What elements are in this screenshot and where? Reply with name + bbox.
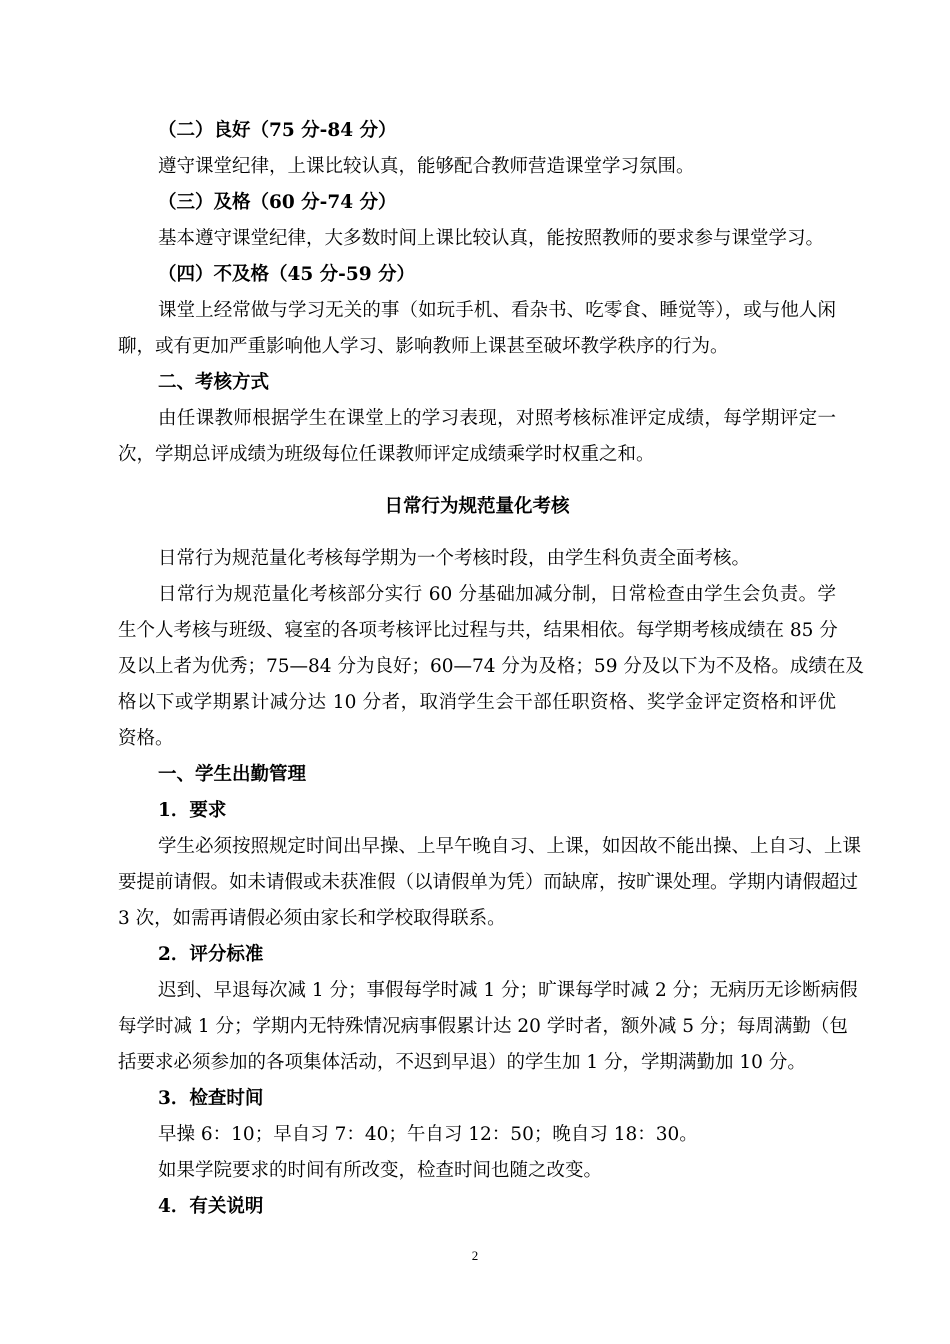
paragraph-requirements-line-1: 学生必须按照规定时间出早操、上早午晚自习、上课，如因故不能出操、上自习、上课 — [158, 836, 862, 857]
heading-requirements: 1．要求 — [158, 800, 227, 821]
heading-assessment-method: 二、考核方式 — [158, 372, 270, 393]
paragraph-check-times: 早操 6：10；早自习 7：40；午自习 12：50；晚自习 18：30。 — [158, 1124, 698, 1145]
heading-good: （二）良好（75 分-84 分） — [158, 120, 397, 141]
paragraph-intro: 日常行为规范量化考核每学期为一个考核时段，由学生科负责全面考核。 — [158, 548, 751, 569]
paragraph-method-line-2: 次，学期总评成绩为班级每位任课教师评定成绩乘学时权重之和。 — [118, 444, 655, 465]
paragraph-fail-line-2: 聊，或有更加严重影响他人学习、影响教师上课甚至破坏教学秩序的行为。 — [118, 336, 729, 357]
heading-scoring-standard: 2．评分标准 — [158, 944, 264, 965]
paragraph-method-line-1: 由任课教师根据学生在课堂上的学习表现，对照考核标准评定成绩，每学期评定一 — [158, 408, 836, 429]
paragraph-scoring-line-3: 及以上者为优秀；75—84 分为良好；60—74 分为及格；59 分及以下为不及格。成绩在及 — [118, 656, 864, 677]
paragraph-standard-line-1: 迟到、早退每次减 1 分；事假每学时减 1 分；旷课每学时减 2 分；无病历无诊断病假 — [158, 980, 858, 1001]
paragraph-standard-line-3: 括要求必须参加的各项集体活动，不迟到早退）的学生加 1 分，学期满勤加 10 分。 — [118, 1052, 806, 1073]
paragraph-scoring-line-4: 格以下或学期累计减分达 10 分者，取消学生会干部任职资格、奖学金评定资格和评优 — [118, 692, 836, 713]
paragraph-time-change: 如果学院要求的时间有所改变，检查时间也随之改变。 — [158, 1160, 603, 1181]
paragraph-scoring-line-2: 生个人考核与班级、寝室的各项考核评比过程与共，结果相依。每学期考核成绩在 85 分 — [118, 620, 838, 641]
paragraph-requirements-line-3: 3 次，如需再请假必须由家长和学校取得联系。 — [118, 908, 506, 929]
heading-notes: 4．有关说明 — [158, 1196, 264, 1217]
paragraph-fail-line-1: 课堂上经常做与学习无关的事（如玩手机、看杂书、吃零食、睡觉等），或与他人闲 — [158, 300, 836, 321]
paragraph-requirements-line-2: 要提前请假。如未请假或未获准假（以请假单为凭）而缺席，按旷课处理。学期内请假超过 — [118, 872, 859, 893]
paragraph-scoring-line-5: 资格。 — [118, 728, 174, 749]
paragraph-good: 遵守课堂纪律，上课比较认真，能够配合教师营造课堂学习氛围。 — [158, 156, 695, 177]
heading-fail: （四）不及格（45 分-59 分） — [158, 264, 416, 285]
heading-check-time: 3．检查时间 — [158, 1088, 264, 1109]
page-number: 2 — [471, 1248, 479, 1263]
paragraph-pass: 基本遵守课堂纪律，大多数时间上课比较认真，能按照教师的要求参与课堂学习。 — [158, 228, 825, 249]
heading-pass: （三）及格（60 分-74 分） — [158, 192, 397, 213]
page-content — [118, 113, 864, 1225]
paragraph-standard-line-2: 每学时减 1 分；学期内无特殊情况病事假累计达 20 学时者，额外减 5 分；每周满勤（包 — [118, 1016, 848, 1037]
section-title: 日常行为规范量化考核 — [384, 496, 570, 517]
heading-attendance: 一、学生出勤管理 — [158, 764, 307, 785]
paragraph-scoring-line-1: 日常行为规范量化考核部分实行 60 分基础加减分制，日常检查由学生会负责。学 — [158, 584, 836, 605]
